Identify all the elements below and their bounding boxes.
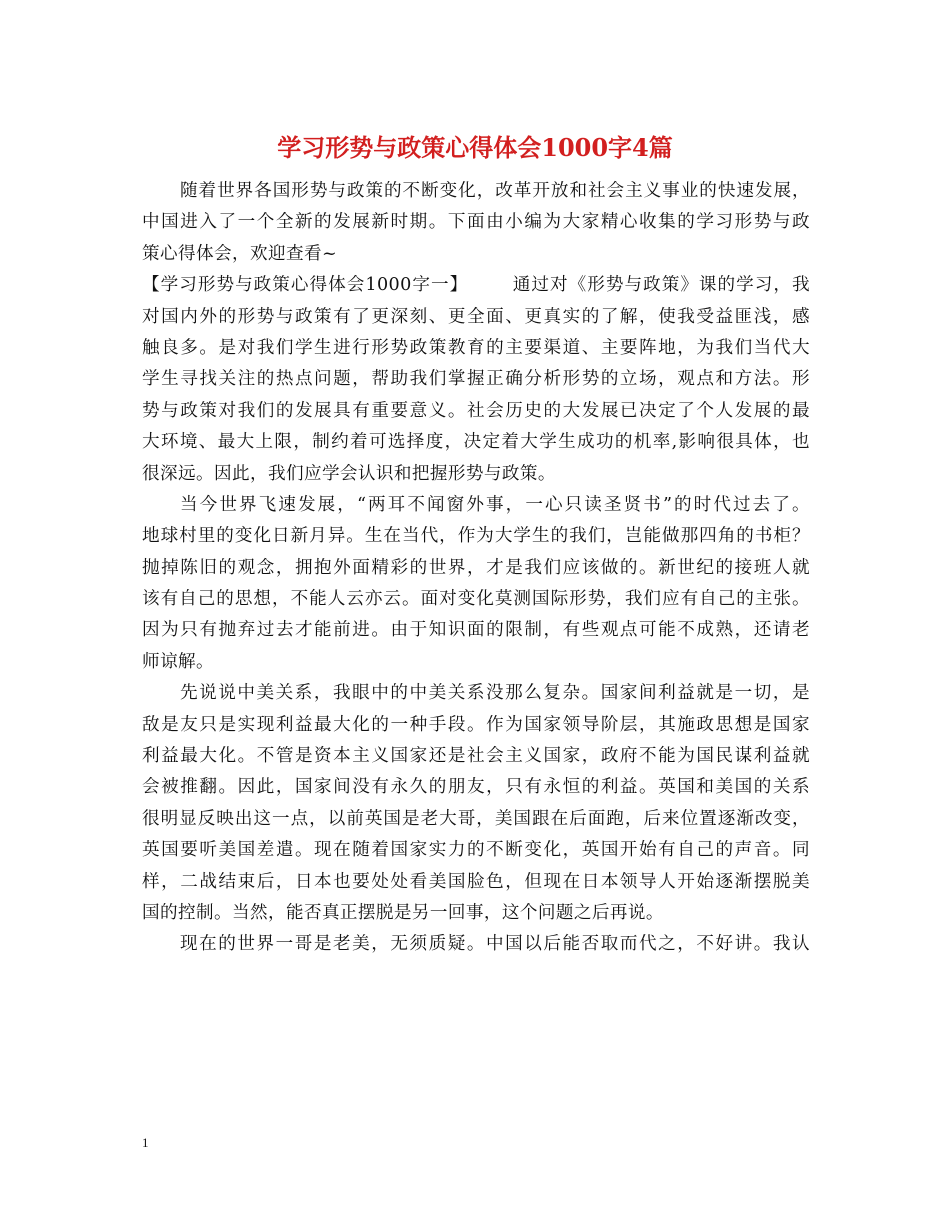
paragraph-line: 势与政策对我们的发展具有重要意义。社会历史的大发展已决定了个人发展的最 (142, 400, 810, 421)
paragraph-line: 当今世界飞速发展，“两耳不闻窗外事，一心只读圣贤书”的时代过去了。 (180, 494, 810, 515)
paragraph-line: 大环境、最大上限，制约着可选择度，决定着大学生成功的机率,影响很具体，也 (142, 432, 810, 453)
paragraph-line: 中国进入了一个全新的发展新时期。下面由小编为大家精心收集的学习形势与政 (142, 212, 810, 233)
paragraph-line: 敌是友只是实现利益最大化的一种手段。作为国家领导阶层，其施政思想是国家 (142, 714, 810, 735)
section-heading: 【学习形势与政策心得体会1000字一】 (142, 275, 469, 296)
paragraph-line: 因为只有抛弃过去才能前进。由于知识面的限制，有些观点可能不成熟，还请老 (142, 620, 810, 641)
page-number: 1 (142, 1135, 149, 1150)
paragraph-line: 触良多。是对我们学生进行形势政策教育的主要渠道、主要阵地，为我们当代大 (142, 337, 810, 358)
paragraph-line: 随着世界各国形势与政策的不断变化，改革开放和社会主义事业的快速发展， (180, 181, 810, 201)
document-title: 学习形势与政策心得体会1000字4篇 (277, 133, 673, 162)
document-body (142, 176, 810, 961)
paragraph-line: 师谅解。 (142, 651, 214, 672)
paragraph-line: 先说说中美关系，我眼中的中美关系没那么复杂。国家间利益就是一切，是 (180, 683, 810, 704)
paragraph-line: 抛掉陈旧的观念，拥抱外面精彩的世界，才是我们应该做的。新世纪的接班人就 (142, 557, 810, 578)
paragraph-line: 英国要听美国差遣。现在随着国家实力的不断变化，英国开始有自己的声音。同 (142, 840, 810, 861)
paragraph-line: 该有自己的思想，不能人云亦云。面对变化莫测国际形势，我们应有自己的主张。 (142, 589, 810, 610)
paragraph-line: 国的控制。当然，能否真正摆脱是另一回事，这个问题之后再说。 (142, 902, 664, 923)
paragraph-line: 地球村里的变化日新月异。生在当代，作为大学生的我们，岂能做那四角的书柜？ (142, 526, 810, 547)
section-heading-line (142, 270, 810, 301)
paragraph-line: 现在的世界一哥是老美，无须质疑。中国以后能否取而代之，不好讲。我认 (180, 934, 810, 955)
paragraph-line: 很明显反映出这一点，以前英国是老大哥，美国跟在后面跑，后来位置逐渐改变， (142, 808, 810, 829)
paragraph-line: 样，二战结束后，日本也要处处看美国脸色，但现在日本领导人开始逐渐摆脱美 (142, 871, 810, 892)
paragraph-line: 学生寻找关注的热点问题，帮助我们掌握正确分析形势的立场，观点和方法。形 (142, 369, 810, 390)
paragraph-line: 很深远。因此，我们应学会认识和把握形势与政策。 (142, 463, 556, 484)
paragraph-line: 对国内外的形势与政策有了更深刻、更全面、更真实的了解，使我受益匪浅，感 (142, 306, 810, 327)
paragraph-line: 会被推翻。因此，国家间没有永久的朋友，只有永恒的利益。英国和美国的关系 (142, 777, 810, 798)
paragraph-line: 策心得体会，欢迎查看~ (142, 243, 338, 264)
paragraph-text: 通过对《形势与政策》课的学习，我 (512, 275, 810, 296)
paragraph-line: 利益最大化。不管是资本主义国家还是社会主义国家，政府不能为国民谋利益就 (142, 746, 810, 767)
